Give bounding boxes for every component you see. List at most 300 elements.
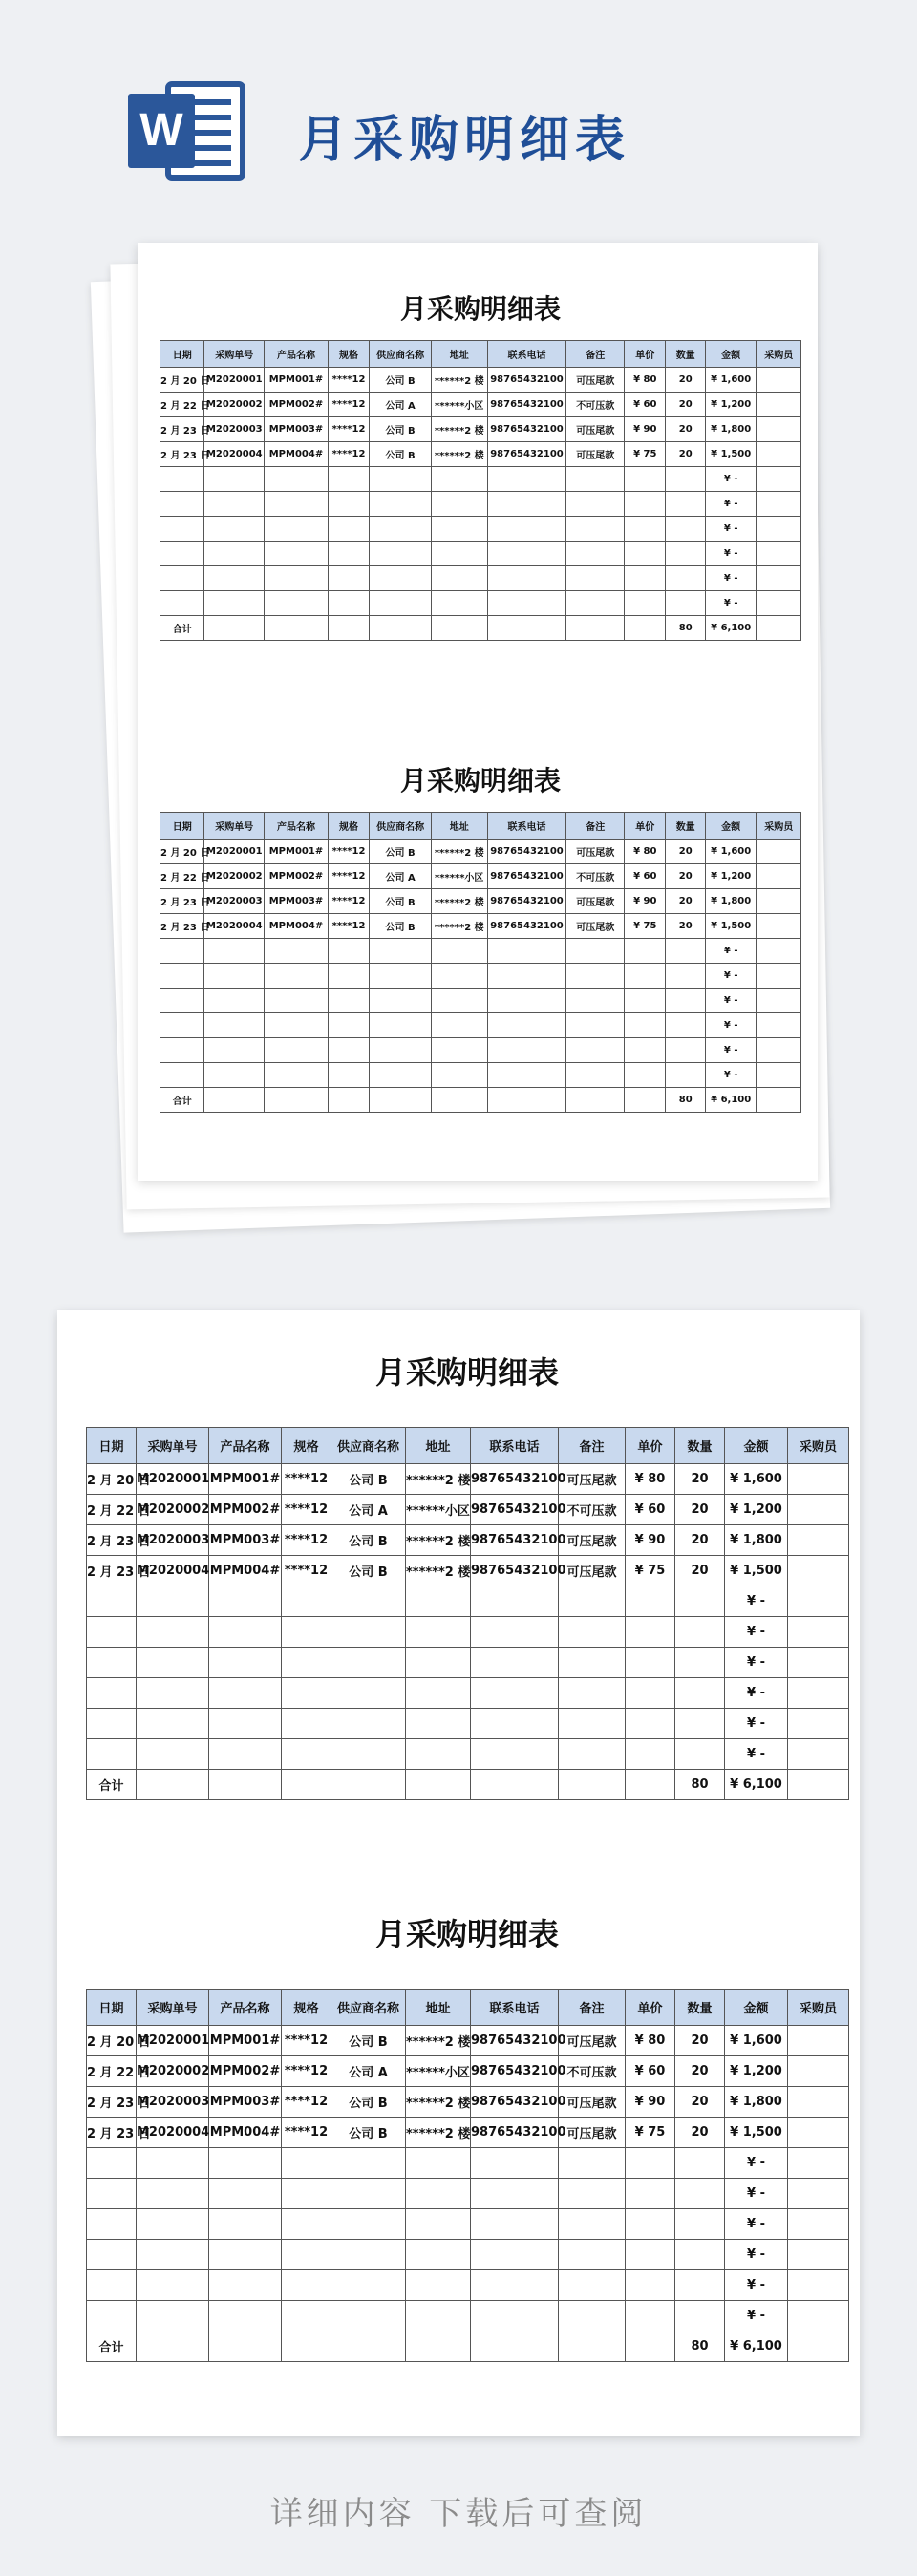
table-cell (559, 1617, 626, 1648)
table-cell: 合计 (160, 616, 204, 641)
table-cell: MPM004# (265, 442, 329, 467)
empty-row (160, 964, 801, 989)
table-cell (331, 2270, 406, 2301)
table-cell: ¥ 1,800 (705, 889, 757, 914)
empty-row (87, 1739, 849, 1770)
table-cell (406, 2148, 471, 2179)
table-cell (666, 591, 705, 616)
table-cell: 公司 B (370, 417, 432, 442)
purchase-table (86, 1427, 849, 1800)
table-cell: 可压尾款 (566, 889, 625, 914)
empty-row (160, 542, 801, 566)
table-cell (328, 1013, 369, 1038)
empty-row (160, 467, 801, 492)
table-cell: ****12 (282, 2087, 331, 2118)
table-cell (487, 467, 566, 492)
table-cell: ¥ 6,100 (705, 1088, 757, 1113)
empty-row (87, 1586, 849, 1617)
table-cell: 98765432100 (471, 2026, 559, 2056)
table-cell (757, 840, 801, 864)
table-cell (431, 1013, 487, 1038)
table-cell: MPM003# (209, 2087, 282, 2118)
table-cell (566, 989, 625, 1013)
total-row (87, 1770, 849, 1800)
table-cell: 不可压款 (559, 1495, 626, 1525)
table-cell (282, 1586, 331, 1617)
table-cell (757, 492, 801, 517)
table-cell: 公司 B (331, 2087, 406, 2118)
table-cell (757, 393, 801, 417)
column-header: 规格 (282, 1428, 331, 1464)
table-cell (370, 1063, 432, 1088)
table-cell (675, 2240, 725, 2270)
table-cell (431, 591, 487, 616)
table-cell: MPM003# (265, 417, 329, 442)
table-cell: 公司 B (370, 368, 432, 393)
table-cell (788, 2026, 849, 2056)
empty-row (160, 1038, 801, 1063)
table-cell (675, 1739, 725, 1770)
table-cell: 可压尾款 (566, 914, 625, 939)
table-cell (87, 2270, 137, 2301)
table-cell (209, 2179, 282, 2209)
table-cell: 98765432100 (471, 1495, 559, 1525)
empty-row (160, 492, 801, 517)
table-cell: ****12 (282, 1525, 331, 1556)
table-cell: MPM001# (265, 840, 329, 864)
table-cell: ******2 楼 (431, 368, 487, 393)
table-row (87, 2056, 849, 2087)
table-cell: ¥ 1,800 (725, 2087, 788, 2118)
table-cell (160, 542, 204, 566)
table-cell (370, 542, 432, 566)
column-header: 金额 (705, 813, 757, 840)
table-cell: 2 月 23 日 (160, 914, 204, 939)
table-cell (757, 566, 801, 591)
table-cell: 2 月 22 日 (160, 393, 204, 417)
table-cell (328, 964, 369, 989)
table-cell (788, 1739, 849, 1770)
table-cell: 20 (675, 2087, 725, 2118)
table-cell: 公司 B (331, 1556, 406, 1586)
column-header: 备注 (559, 1990, 626, 2026)
table-cell (265, 989, 329, 1013)
table-cell: ¥ - (725, 2148, 788, 2179)
table-cell (209, 2301, 282, 2331)
table-cell: 20 (666, 864, 705, 889)
table-cell (625, 964, 666, 989)
column-header: 地址 (431, 341, 487, 368)
table-cell: ****12 (328, 889, 369, 914)
table-cell: 合计 (87, 2331, 137, 2362)
table-cell (566, 566, 625, 591)
table-cell: 2 月 23 日 (160, 442, 204, 467)
table-cell (328, 1038, 369, 1063)
table-cell: M2020002 (204, 864, 265, 889)
table-row (87, 2118, 849, 2148)
table-cell (487, 964, 566, 989)
table-cell (566, 1038, 625, 1063)
column-header: 采购员 (757, 813, 801, 840)
table-cell (406, 1648, 471, 1678)
table-cell (675, 2270, 725, 2301)
table-cell (209, 1770, 282, 1800)
table-cell (406, 2240, 471, 2270)
table-cell (431, 1038, 487, 1063)
table-cell (265, 566, 329, 591)
table-cell (160, 1038, 204, 1063)
table-cell (331, 2209, 406, 2240)
table-cell (265, 964, 329, 989)
table-row (160, 914, 801, 939)
table-cell: ******小区 (431, 393, 487, 417)
table-cell (87, 2179, 137, 2209)
table-cell (137, 2301, 209, 2331)
table-cell (204, 1038, 265, 1063)
table-cell: M2020001 (137, 2026, 209, 2056)
table-cell (209, 2240, 282, 2270)
table-cell (757, 914, 801, 939)
table-cell (282, 1678, 331, 1709)
table-cell: M2020004 (204, 914, 265, 939)
table-cell (757, 517, 801, 542)
table-cell (788, 2056, 849, 2087)
empty-row (160, 517, 801, 542)
table-cell: ¥ - (705, 964, 757, 989)
table-cell (406, 1586, 471, 1617)
column-header: 单价 (625, 813, 666, 840)
table-cell (265, 492, 329, 517)
table-cell: 不可压款 (559, 2056, 626, 2087)
sheet-title: 月采购明细表 (399, 765, 561, 797)
table-cell: 80 (666, 1088, 705, 1113)
empty-row (87, 1678, 849, 1709)
table-cell (757, 616, 801, 641)
table-cell (666, 989, 705, 1013)
column-header: 单价 (625, 341, 666, 368)
table-cell (788, 2270, 849, 2301)
table-cell (566, 1013, 625, 1038)
table-cell (626, 2148, 675, 2179)
column-header: 采购员 (788, 1428, 849, 1464)
table-cell (160, 492, 204, 517)
table-cell (757, 939, 801, 964)
empty-row (87, 2240, 849, 2270)
table-cell (675, 2148, 725, 2179)
table-cell: ¥ 1,800 (725, 1525, 788, 1556)
table-cell (265, 467, 329, 492)
table-cell: ¥ - (705, 566, 757, 591)
table-cell: MPM001# (209, 1464, 282, 1495)
table-cell (282, 2331, 331, 2362)
table-cell (757, 417, 801, 442)
empty-row (87, 2179, 849, 2209)
table-cell: 20 (675, 2056, 725, 2087)
purchase-table (160, 812, 801, 1113)
column-header: 数量 (675, 1428, 725, 1464)
table-cell: 可压尾款 (559, 2087, 626, 2118)
table-cell (559, 2240, 626, 2270)
table-cell: 公司 B (331, 1464, 406, 1495)
table-cell (626, 1770, 675, 1800)
table-cell (265, 591, 329, 616)
table-cell: 2 月 20 日 (87, 2026, 137, 2056)
table-cell (566, 1063, 625, 1088)
table-cell (87, 1586, 137, 1617)
table-cell: M2020002 (137, 2056, 209, 2087)
sheet-title: 月采购明细表 (374, 1916, 559, 1952)
table-cell (559, 2270, 626, 2301)
table-cell: 合计 (160, 1088, 204, 1113)
table-cell (328, 467, 369, 492)
column-header: 采购员 (757, 341, 801, 368)
table-cell: ****12 (282, 1464, 331, 1495)
table-cell (406, 1709, 471, 1739)
table-cell (559, 2301, 626, 2331)
table-cell: ¥ 1,600 (725, 2026, 788, 2056)
table-cell (137, 1709, 209, 1739)
table-cell: 20 (675, 1464, 725, 1495)
table-cell (282, 2209, 331, 2240)
document-page (57, 1310, 860, 2436)
table-cell (160, 989, 204, 1013)
table-cell: ¥ - (725, 1739, 788, 1770)
page-header (0, 0, 917, 229)
table-cell: 2 月 20 日 (160, 840, 204, 864)
table-cell (160, 964, 204, 989)
table-cell (626, 2179, 675, 2209)
table-cell: ¥ 90 (625, 417, 666, 442)
table-cell (471, 1617, 559, 1648)
table-cell (204, 964, 265, 989)
table-cell (626, 2331, 675, 2362)
column-header: 金额 (705, 341, 757, 368)
column-header: 单价 (626, 1428, 675, 1464)
table-cell (265, 1013, 329, 1038)
table-cell: 20 (666, 914, 705, 939)
table-cell (265, 939, 329, 964)
table-cell (87, 1678, 137, 1709)
table-cell: ¥ 80 (625, 368, 666, 393)
table-cell (204, 939, 265, 964)
table-cell (328, 1063, 369, 1088)
table-cell: 可压尾款 (566, 442, 625, 467)
table-cell (471, 1709, 559, 1739)
table-row (160, 368, 801, 393)
table-cell (788, 1586, 849, 1617)
sheet (86, 1910, 848, 2407)
table-cell: ****12 (328, 393, 369, 417)
column-header: 日期 (160, 813, 204, 840)
column-header: 金额 (725, 1428, 788, 1464)
table-cell: 98765432100 (487, 393, 566, 417)
table-cell: 20 (666, 889, 705, 914)
table-cell: 2 月 23 日 (87, 1525, 137, 1556)
table-cell (625, 1013, 666, 1038)
table-cell: 20 (675, 2118, 725, 2148)
table-cell (566, 517, 625, 542)
table-cell (487, 517, 566, 542)
table-row (160, 889, 801, 914)
table-cell (559, 1648, 626, 1678)
empty-row (160, 591, 801, 616)
table-cell (370, 939, 432, 964)
table-cell (487, 1088, 566, 1113)
empty-row (87, 2209, 849, 2240)
table-cell (209, 2331, 282, 2362)
table-cell (626, 1739, 675, 1770)
table-cell: M2020001 (204, 368, 265, 393)
table-cell (431, 566, 487, 591)
column-header: 备注 (566, 341, 625, 368)
table-cell: ¥ 75 (626, 2118, 675, 2148)
document-page (138, 243, 818, 1181)
table-cell: 2 月 23 日 (87, 2087, 137, 2118)
table-cell: 公司 B (331, 2118, 406, 2148)
table-cell (328, 616, 369, 641)
column-header: 供应商名称 (331, 1990, 406, 2026)
table-cell: 公司 A (370, 393, 432, 417)
table-cell (487, 591, 566, 616)
sheet (160, 760, 801, 1142)
table-cell: ¥ 1,600 (705, 368, 757, 393)
table-cell: ¥ 90 (626, 2087, 675, 2118)
table-row (160, 840, 801, 864)
table-cell: 公司 B (370, 442, 432, 467)
table-cell (137, 2240, 209, 2270)
table-cell (625, 939, 666, 964)
table-cell: 80 (666, 616, 705, 641)
table-cell: M2020003 (137, 1525, 209, 1556)
table-row (87, 1556, 849, 1586)
table-cell: 可压尾款 (566, 368, 625, 393)
table-cell: ****12 (282, 2056, 331, 2087)
table-cell (331, 2331, 406, 2362)
table-row (87, 1525, 849, 1556)
table-cell (331, 1648, 406, 1678)
table-cell: ******2 楼 (431, 442, 487, 467)
table-cell: ¥ 75 (625, 442, 666, 467)
column-header: 地址 (406, 1990, 471, 2026)
empty-row (87, 2148, 849, 2179)
table-cell (209, 2148, 282, 2179)
table-cell: ******2 楼 (406, 1556, 471, 1586)
table-cell: MPM004# (265, 914, 329, 939)
table-cell: MPM002# (265, 393, 329, 417)
table-cell (370, 1088, 432, 1113)
table-cell (328, 492, 369, 517)
column-header: 采购单号 (137, 1990, 209, 2026)
table-cell (431, 964, 487, 989)
table-cell (160, 591, 204, 616)
table-cell (666, 492, 705, 517)
table-cell (626, 2209, 675, 2240)
table-cell (370, 492, 432, 517)
table-cell (666, 542, 705, 566)
table-cell (328, 1088, 369, 1113)
table-cell (559, 1709, 626, 1739)
table-cell (282, 2179, 331, 2209)
sheet (86, 1349, 848, 1845)
table-cell (209, 2270, 282, 2301)
table-cell: ¥ - (725, 2209, 788, 2240)
table-cell (87, 2209, 137, 2240)
table-cell: 98765432100 (471, 2087, 559, 2118)
column-header: 规格 (328, 813, 369, 840)
table-cell (137, 2209, 209, 2240)
table-cell (331, 1586, 406, 1617)
table-cell: 2 月 23 日 (87, 1556, 137, 1586)
header-row (160, 341, 801, 368)
table-cell (471, 1770, 559, 1800)
total-row (160, 1088, 801, 1113)
table-cell: ¥ 75 (625, 914, 666, 939)
table-cell (471, 2209, 559, 2240)
table-cell (282, 2148, 331, 2179)
table-cell (370, 964, 432, 989)
table-cell (626, 1586, 675, 1617)
table-cell (431, 1063, 487, 1088)
table-cell: 98765432100 (471, 1525, 559, 1556)
table-cell (282, 2301, 331, 2331)
column-header: 联系电话 (487, 341, 566, 368)
table-cell: ¥ 1,800 (705, 417, 757, 442)
table-cell: ¥ - (705, 1063, 757, 1088)
table-cell (626, 2301, 675, 2331)
table-cell: ¥ 1,200 (725, 1495, 788, 1525)
table-cell: M2020004 (137, 2118, 209, 2148)
table-cell (87, 1617, 137, 1648)
table-cell (137, 1648, 209, 1678)
table-cell (675, 2209, 725, 2240)
table-cell (666, 964, 705, 989)
table-cell: MPM001# (209, 2026, 282, 2056)
table-cell (370, 989, 432, 1013)
table-cell: ****12 (328, 914, 369, 939)
empty-row (160, 1063, 801, 1088)
table-cell (137, 1739, 209, 1770)
table-cell: 20 (666, 368, 705, 393)
table-cell: 不可压款 (566, 864, 625, 889)
table-cell: 98765432100 (487, 417, 566, 442)
table-cell: ¥ - (725, 2270, 788, 2301)
sheet (160, 288, 801, 671)
table-cell: M2020002 (204, 393, 265, 417)
table-cell: ****12 (328, 417, 369, 442)
table-cell (160, 1013, 204, 1038)
table-cell (204, 517, 265, 542)
column-header: 产品名称 (209, 1428, 282, 1464)
empty-row (160, 1013, 801, 1038)
table-cell (209, 1648, 282, 1678)
table-cell (209, 1678, 282, 1709)
table-cell: 2 月 20 日 (87, 1464, 137, 1495)
table-cell (559, 1678, 626, 1709)
table-cell (757, 467, 801, 492)
table-cell (204, 616, 265, 641)
table-row (160, 393, 801, 417)
column-header: 规格 (328, 341, 369, 368)
table-cell (625, 566, 666, 591)
table-cell (788, 2240, 849, 2270)
table-cell (370, 591, 432, 616)
table-cell: 公司 B (370, 840, 432, 864)
empty-row (87, 1617, 849, 1648)
table-cell: ******2 楼 (431, 914, 487, 939)
column-header: 数量 (666, 813, 705, 840)
column-header: 产品名称 (265, 341, 329, 368)
table-cell: 可压尾款 (559, 1556, 626, 1586)
